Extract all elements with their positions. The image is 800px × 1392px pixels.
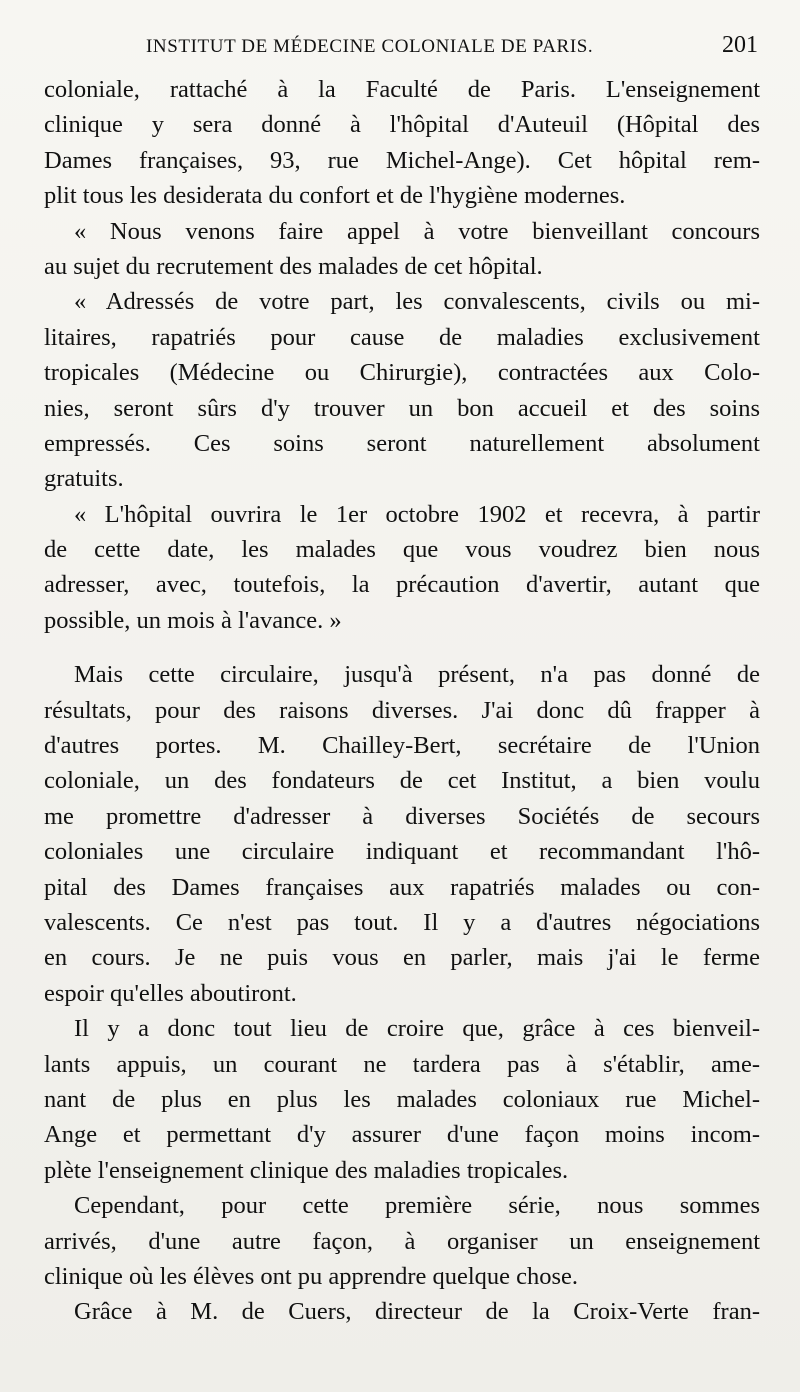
text-line: nies, seront sûrs d'y trouver un bon accueil et des soins — [44, 394, 760, 422]
text-line: possible, un mois à l'avance. » — [44, 606, 342, 634]
text-line: espoir qu'elles aboutiront. — [44, 979, 297, 1007]
text-line: Ange et permettant d'y assurer d'une façon moins incom- — [44, 1121, 760, 1149]
running-title: INSTITUT DE MÉDECINE COLONIALE DE PARIS. — [146, 36, 594, 57]
text-line: plète l'enseignement clinique des maladies tropicales. — [44, 1156, 569, 1184]
text-line: plit tous les desiderata du confort et de l'hygiène modernes. — [44, 182, 626, 210]
text-line: « L'hôpital ouvrira le 1er octobre 1902 et recevra, à partir — [74, 500, 760, 528]
text-line: Cependant, pour cette première série, nous sommes — [74, 1192, 760, 1220]
text-line: nant de plus en plus les malades coloniaux rue Michel- — [44, 1085, 760, 1113]
text-line: coloniale, rattaché à la Faculté de Paris. L'enseignement — [44, 76, 760, 103]
text-line: Il y a donc tout lieu de croire que, grâce à ces bienveil- — [74, 1015, 760, 1043]
text-line: gratuits. — [44, 465, 124, 493]
text-line: coloniale, un des fondateurs de cet Institut, a bien voulu — [44, 767, 760, 795]
text-line: Grâce à M. de Cuers, directeur de la Croix-Verte fran- — [74, 1298, 760, 1326]
text-line: adresser, avec, toutefois, la précaution d'avertir, autant que — [44, 571, 760, 599]
text-line: au sujet du recrutement des malades de cet hôpital. — [44, 252, 543, 280]
text-line: litaires, rapatriés pour cause de maladies exclusivement — [44, 323, 760, 351]
text-line: clinique où les élèves ont pu apprendre quelque chose. — [44, 1262, 579, 1290]
text-line: coloniales une circulaire indiquant et recommandant l'hô- — [44, 838, 760, 866]
page-number: 201 — [722, 32, 758, 58]
body-text — [44, 72, 760, 1330]
text-line: Dames françaises, 93, rue Michel-Ange). Cet hôpital rem- — [44, 146, 760, 174]
text-line: clinique y sera donné à l'hôpital d'Auteuil (Hôpital des — [44, 111, 760, 139]
text-line: tropicales (Médecine ou Chirurgie), contractées aux Colo- — [44, 359, 760, 387]
text-line: empressés. Ces soins seront naturellement absolument — [44, 429, 760, 457]
text-line: pital des Dames françaises aux rapatriés malades ou con- — [44, 873, 760, 901]
text-line: valescents. Ce n'est pas tout. Il y a d'autres négociations — [44, 908, 760, 936]
running-header — [44, 32, 760, 68]
text-line: « Adressés de votre part, les convalescents, civils ou mi- — [74, 288, 760, 316]
text-line: Mais cette circulaire, jusqu'à présent, n'a pas donné de — [74, 661, 760, 689]
text-line: « Nous venons faire appel à votre bienveillant concours — [74, 217, 760, 245]
text-line: en cours. Je ne puis vous en parler, mais j'ai le ferme — [44, 944, 760, 972]
text-line: résultats, pour des raisons diverses. J'ai donc dû frapper à — [44, 696, 760, 724]
text-line: de cette date, les malades que vous voudrez bien nous — [44, 536, 760, 564]
text-line: lants appuis, un courant ne tardera pas à s'établir, ame- — [44, 1050, 760, 1078]
text-line: me promettre d'adresser à diverses Sociétés de secours — [44, 802, 760, 830]
text-line: arrivés, d'une autre façon, à organiser un enseignement — [44, 1227, 760, 1255]
text-line: d'autres portes. M. Chailley-Bert, secrétaire de l'Union — [44, 732, 760, 760]
